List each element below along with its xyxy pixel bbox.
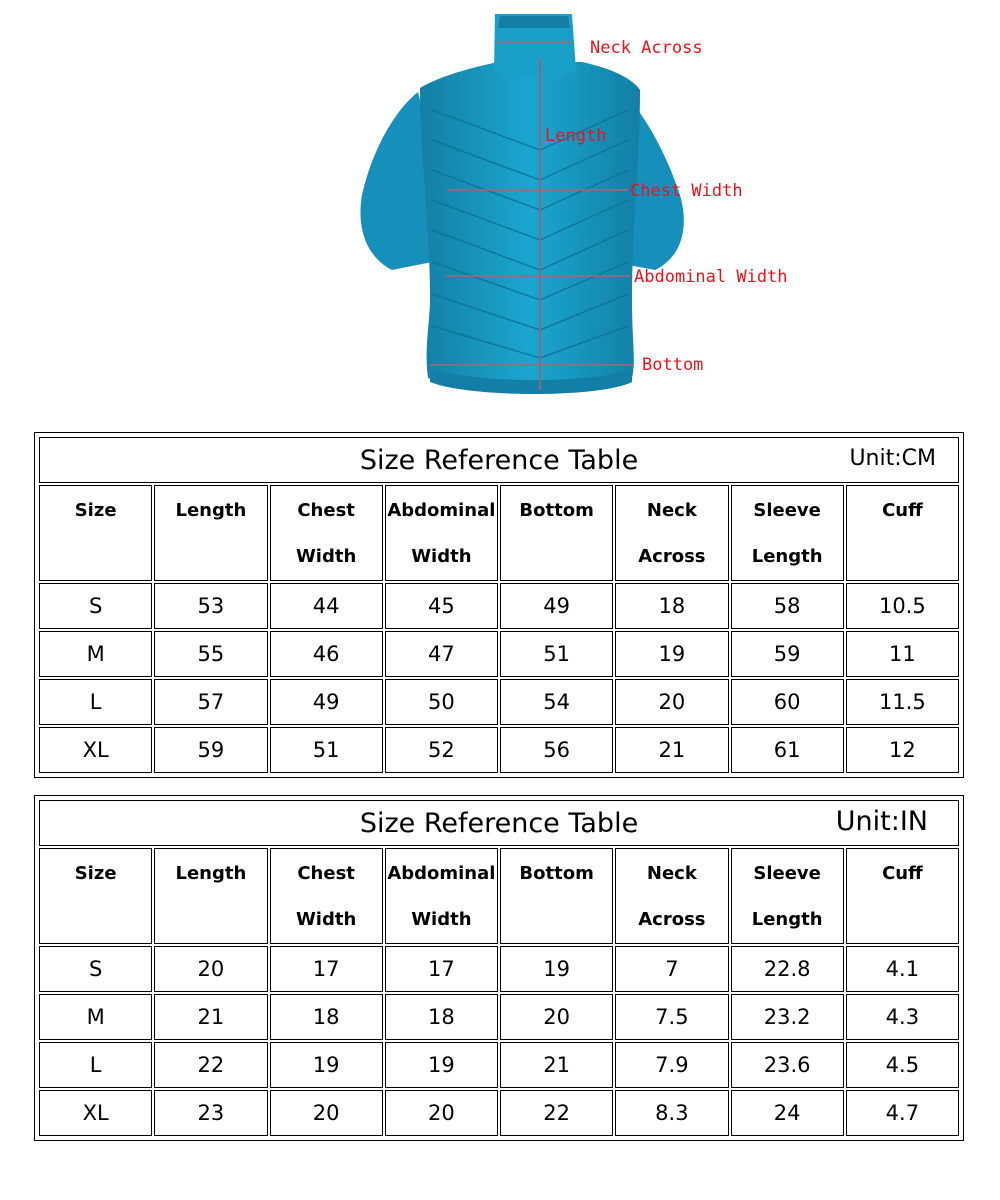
measurement-cell: 22: [500, 1090, 613, 1136]
measurement-cell: 20: [270, 1090, 383, 1136]
column-header-text: Size: [74, 863, 117, 884]
column-header: [731, 848, 844, 944]
measurement-cell: 49: [500, 583, 613, 629]
column-header-text: Neck: [646, 863, 697, 884]
column-header: [615, 848, 728, 944]
measurement-cell: 17: [385, 946, 498, 992]
size-cell: M: [39, 631, 152, 677]
measurement-cell: 4.7: [846, 1090, 959, 1136]
column-header: [154, 485, 267, 581]
column-header-text: Chest: [297, 500, 355, 521]
column-header-text: Sleeve: [753, 863, 821, 884]
neck-across-label: Neck Across: [590, 38, 703, 58]
column-header: [846, 485, 959, 581]
column-header-text: Neck: [646, 500, 697, 521]
column-header-text: Length: [751, 546, 823, 567]
measurement-cell: 18: [385, 994, 498, 1040]
measurement-cell: 18: [615, 583, 728, 629]
table-title: Size Reference Table: [359, 444, 639, 476]
jacket-diagram: [0, 0, 1000, 410]
column-header: [731, 485, 844, 581]
measurement-cell: 44: [270, 583, 383, 629]
column-header: [385, 848, 498, 944]
column-header: [500, 485, 613, 581]
column-header: [270, 485, 383, 581]
chest-width-label: Chest Width: [630, 181, 743, 201]
column-header-text: Across: [638, 909, 706, 930]
column-header-text: Bottom: [519, 500, 594, 521]
measurement-cell: 20: [154, 946, 267, 992]
unit-label: Unit:CM: [849, 446, 936, 471]
column-header: [385, 485, 498, 581]
length-label: Length: [545, 126, 607, 146]
measurement-cell: 4.3: [846, 994, 959, 1040]
measurement-cell: 21: [615, 727, 728, 773]
size-cell: L: [39, 1042, 152, 1088]
measurement-cell: 51: [270, 727, 383, 773]
measurement-cell: 20: [615, 679, 728, 725]
measurement-cell: 47: [385, 631, 498, 677]
measurement-cell: 8.3: [615, 1090, 728, 1136]
measurement-cell: 17: [270, 946, 383, 992]
size-cell: M: [39, 994, 152, 1040]
column-header: [500, 848, 613, 944]
column-header-text: Sleeve: [753, 500, 821, 521]
size-cell: S: [39, 583, 152, 629]
measurement-cell: 22.8: [731, 946, 844, 992]
column-header-text: Width: [411, 909, 472, 930]
measurement-cell: 19: [385, 1042, 498, 1088]
column-header-text: Bottom: [519, 863, 594, 884]
table-row: [39, 679, 959, 725]
table-title-row: [39, 437, 959, 483]
column-header-text: Size: [74, 500, 117, 521]
measurement-cell: 24: [731, 1090, 844, 1136]
measurement-cell: 46: [270, 631, 383, 677]
measurement-cell: 61: [731, 727, 844, 773]
column-header: [39, 485, 152, 581]
column-header-text: Chest: [297, 863, 355, 884]
measurement-cell: 55: [154, 631, 267, 677]
measurement-cell: 7: [615, 946, 728, 992]
unit-label: Unit:IN: [835, 806, 928, 837]
column-header: [270, 848, 383, 944]
measurement-cell: 19: [270, 1042, 383, 1088]
measurement-cell: 49: [270, 679, 383, 725]
column-header-text: Length: [751, 909, 823, 930]
column-header-text: Width: [295, 546, 357, 567]
table-row: [39, 946, 959, 992]
table-row: [39, 1042, 959, 1088]
measurement-cell: 20: [500, 994, 613, 1040]
column-header-text: Width: [411, 546, 472, 567]
column-header-text: Abdominal: [387, 863, 496, 884]
size-cell: XL: [39, 1090, 152, 1136]
jacket-illustration: [0, 0, 1000, 410]
measurement-cell: 50: [385, 679, 498, 725]
measurement-cell: 60: [731, 679, 844, 725]
measurement-cell: 18: [270, 994, 383, 1040]
size-table-cm: [34, 432, 964, 778]
measurement-cell: 53: [154, 583, 267, 629]
size-cell: L: [39, 679, 152, 725]
table-row: [39, 583, 959, 629]
measurement-cell: 45: [385, 583, 498, 629]
bottom-label: Bottom: [642, 355, 704, 375]
column-header-text: Width: [295, 909, 357, 930]
measurement-cell: 7.5: [615, 994, 728, 1040]
measurement-cell: 59: [154, 727, 267, 773]
size-table-in: [34, 795, 964, 1141]
measurement-cell: 20: [385, 1090, 498, 1136]
measurement-cell: 54: [500, 679, 613, 725]
table-title: Size Reference Table: [359, 807, 639, 839]
measurement-cell: 7.9: [615, 1042, 728, 1088]
measurement-cell: 11.5: [846, 679, 959, 725]
column-header: [154, 848, 267, 944]
measurement-cell: 4.5: [846, 1042, 959, 1088]
measurement-cell: 23.2: [731, 994, 844, 1040]
abdominal-width-label: Abdominal Width: [634, 267, 788, 287]
header-row: [39, 485, 959, 581]
measurement-cell: 51: [500, 631, 613, 677]
measurement-cell: 59: [731, 631, 844, 677]
measurement-cell: 23: [154, 1090, 267, 1136]
size-cell: S: [39, 946, 152, 992]
table-row: [39, 1090, 959, 1136]
column-header-text: Cuff: [882, 863, 923, 884]
measurement-cell: 4.1: [846, 946, 959, 992]
measurement-cell: 11: [846, 631, 959, 677]
measurement-cell: 19: [500, 946, 613, 992]
measurement-cell: 22: [154, 1042, 267, 1088]
measurement-cell: 19: [615, 631, 728, 677]
table-row: [39, 727, 959, 773]
column-header-text: Cuff: [882, 500, 923, 521]
measurement-cell: 10.5: [846, 583, 959, 629]
measurement-cell: 21: [154, 994, 267, 1040]
column-header-text: Length: [175, 863, 247, 884]
column-header-text: Abdominal: [387, 500, 496, 521]
table-title-row: [39, 800, 959, 846]
measurement-cell: 12: [846, 727, 959, 773]
size-cell: XL: [39, 727, 152, 773]
measurement-cell: 58: [731, 583, 844, 629]
column-header: [39, 848, 152, 944]
column-header-text: Length: [175, 500, 247, 521]
measurement-cell: 57: [154, 679, 267, 725]
column-header: [615, 485, 728, 581]
column-header: [846, 848, 959, 944]
header-row: [39, 848, 959, 944]
measurement-cell: 23.6: [731, 1042, 844, 1088]
measurement-cell: 21: [500, 1042, 613, 1088]
measurement-cell: 52: [385, 727, 498, 773]
column-header-text: Across: [638, 546, 706, 567]
table-row: [39, 631, 959, 677]
measurement-cell: 56: [500, 727, 613, 773]
table-row: [39, 994, 959, 1040]
